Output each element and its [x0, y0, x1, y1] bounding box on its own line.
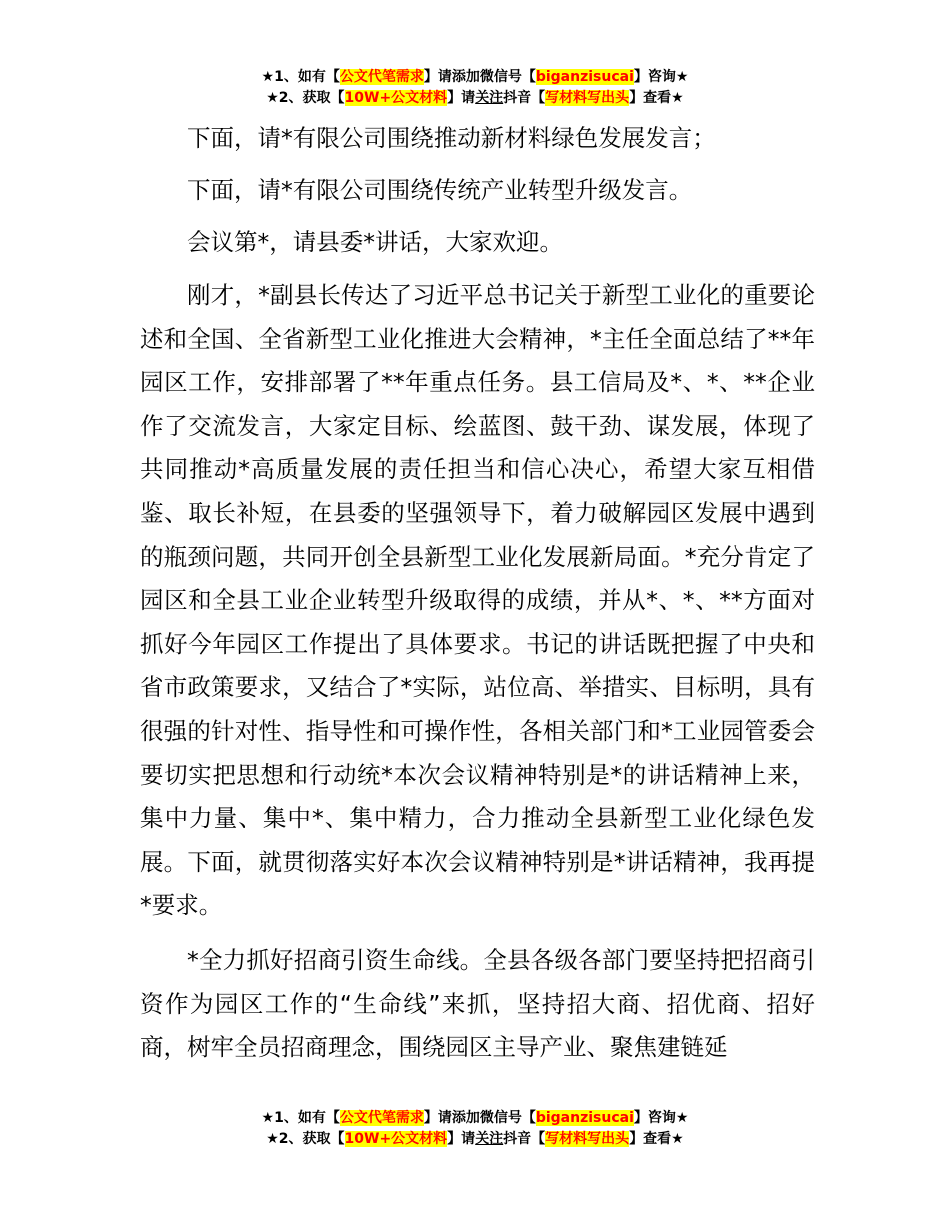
footer-highlight-materials: 10W+公文材料: [344, 1131, 448, 1147]
document-body: [140, 118, 815, 1081]
banner-line-1: ★1、如有【公文代笔需求】请添加微信号【biganzisucai】咨询★: [261, 69, 689, 85]
footer-line-1: ★1、如有【公文代笔需求】请添加微信号【biganzisucai】咨询★: [261, 1110, 689, 1126]
banner-line-2: ★2、获取【10W+公文材料】请关注抖音【写材料写出头】查看★: [266, 90, 684, 106]
footer-underline-follow: 关注: [475, 1131, 504, 1147]
paragraph-4: 刚才，*副县长传达了习近平总书记关于新型工业化的重要论述和全国、全省新型工业化推进大会精神，*主任全面总结了**年园区工作，安排部署了**年重点任务。县工信局及*、*、**企业作了交流发言，大家定目标、绘蓝图、鼓干劲、谋发展，体现了共同推动*高质量发展的责任担当和信心决心，希望大家互相借鉴、取长补短，在县委的坚强领导下，着力破解园区发展中遇到的瓶颈问题，共同开创全县新型工业化发展新局面。*充分肯定了园区和全县工业企业转型升级取得的成绩，并从*、*、**方面对抓好今年园区工作提出了具体要求。书记的讲话既把握了中央和省市政策要求，又结合了*实际，站位高、举措实、目标明，具有很强的针对性、指导性和可操作性，各相关部门和*工业园管委会要切实把思想和行动统*本次会议精神特别是*的讲话精神上来，集中力量、集中*、集中精力，合力推动全县新型工业化绿色发展。下面，就贯彻落实好本次会议精神特别是*讲话精神，我再提*要求。: [140, 281, 815, 920]
footer-highlight-wechat-id: biganzisucai: [535, 1110, 634, 1126]
footer-line-2: ★2、获取【10W+公文材料】请关注抖音【写材料写出头】查看★: [266, 1131, 684, 1147]
paragraph-1: 下面，请*有限公司围绕推动新材料绿色发展发言；: [187, 124, 716, 152]
highlight-douyin: 写材料写出头: [545, 90, 630, 106]
header-banner: [0, 67, 950, 109]
paragraph-5: *全力抓好招商引资生命线。全县各级各部门要坚持把招商引资作为园区工作的“生命线”来抓，坚持招大商、招优商、招好商，树牢全员招商理念，围绕园区主导产业、聚焦建链延: [140, 945, 815, 1062]
footer-banner: [0, 1108, 950, 1150]
paragraph-3: 会议第*，请县委*讲话，大家欢迎。: [187, 228, 563, 256]
highlight-materials: 10W+公文材料: [344, 90, 448, 106]
underline-follow: 关注: [475, 90, 504, 106]
footer-highlight-douyin: 写材料写出头: [545, 1131, 630, 1147]
footer-highlight-service: 公文代笔需求: [339, 1110, 424, 1126]
paragraph-2: 下面，请*有限公司围绕传统产业转型升级发言。: [187, 176, 693, 204]
highlight-service: 公文代笔需求: [339, 69, 424, 85]
highlight-wechat-id: biganzisucai: [535, 69, 634, 85]
